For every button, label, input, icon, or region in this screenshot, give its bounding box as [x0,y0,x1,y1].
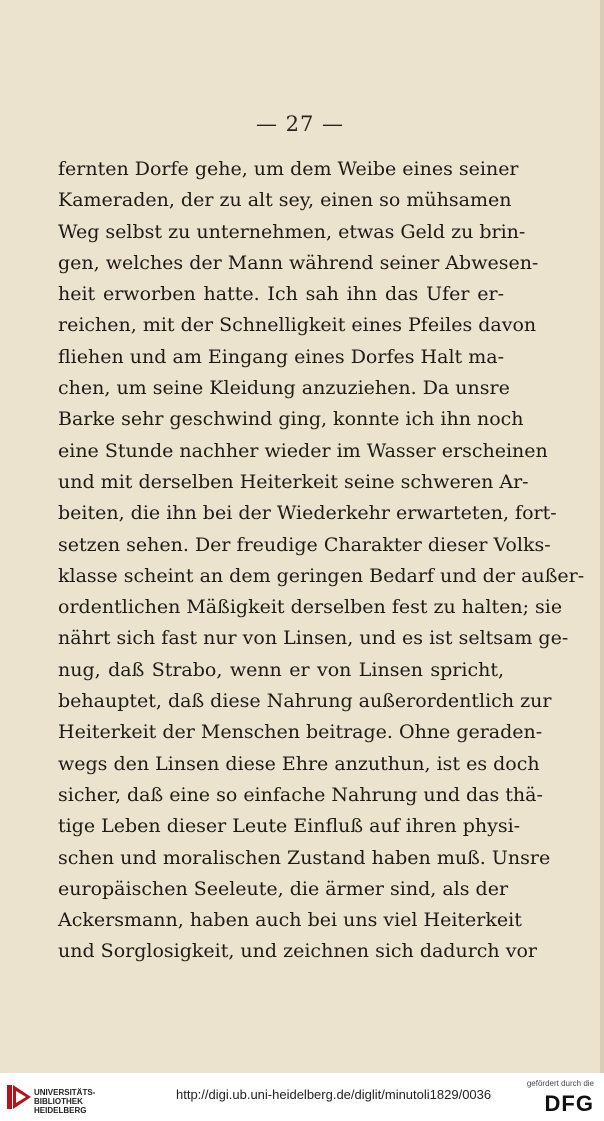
text-line: behauptet, daß diese Nahrung außerordentlich zur [58,690,552,713]
text-line: chen, um seine Kleidung anzuziehen. Da unsre [58,377,510,400]
footer-bar [0,1073,604,1121]
text-line: fliehen und am Eingang eines Dorfes Halt ma- [58,345,504,368]
text-line: tige Leben dieser Leute Einfluß auf ihren physi- [58,815,521,838]
text-line: eine Stunde nachher wieder im Wasser erscheinen [58,439,548,462]
text-line: schen und moralischen Zustand haben muß. Unsre [58,846,551,869]
text-line: Weg selbst zu unternehmen, etwas Geld zu brin- [58,220,526,243]
body-text [58,154,585,968]
text-line: Barke sehr geschwind ging, konnte ich ihn noch [58,408,524,431]
text-line: und Sorglosigkeit, und zeichnen sich dadurch vor [58,940,537,963]
text-line: Kameraden, der zu alt sey, einen so mühsamen [58,189,512,212]
library-name-line: BIBLIOTHEK [34,1097,83,1106]
library-name [34,1088,95,1115]
text-line: Heiterkeit der Menschen beitrage. Ohne geraden- [58,721,543,744]
text-line: gen, welches der Mann während seiner Abwesen- [58,251,539,274]
text-line: fernten Dorfe gehe, um dem Weibe eines seiner [58,158,519,180]
text-line: europäischen Seeleute, die ärmer sind, als der [58,877,509,900]
library-name-line: HEIDELBERG [34,1106,87,1115]
text-line: wegs den Linsen diese Ehre anzuthun, ist es doch [58,752,540,775]
permalink-url[interactable]: http://digi.ub.uni-heidelberg.de/diglit/minutoli1829/0036 [176,1087,492,1102]
library-name-line: UNIVERSITÄTS- [34,1088,96,1097]
page-number-header: — 27 — [255,112,345,136]
text-line: und mit derselben Heiterkeit seine schweren Ar- [58,470,529,493]
text-line: heit erworben hatte. Ich sah ihn das Ufer er- [58,283,504,306]
university-library-logo-icon [6,1083,32,1111]
text-line: nährt sich fast nur von Linsen, und es ist seltsam ge- [58,627,569,650]
text-line: klasse scheint an dem geringen Bedarf und der außer- [58,564,585,587]
text-line: reichen, mit der Schnelligkeit eines Pfeiles davon [58,314,537,337]
text-line: setzen sehen. Der freudige Charakter dieser Volks- [58,533,551,556]
funder-label: gefördert durch die [526,1079,594,1088]
dfg-logo: DFG [544,1091,594,1116]
text-line: Ackersmann, haben auch bei uns viel Heiterkeit [58,909,522,932]
text-line: ordentlichen Mäßigkeit derselben fest zu halten; sie [58,596,563,619]
text-line: nug, daß Strabo, wenn er von Linsen spricht, [58,658,504,681]
text-line: sicher, daß eine so einfache Nahrung und das thä- [58,783,543,806]
text-line: beiten, die ihn bei der Wiederkehr erwarteten, fort- [58,502,557,525]
